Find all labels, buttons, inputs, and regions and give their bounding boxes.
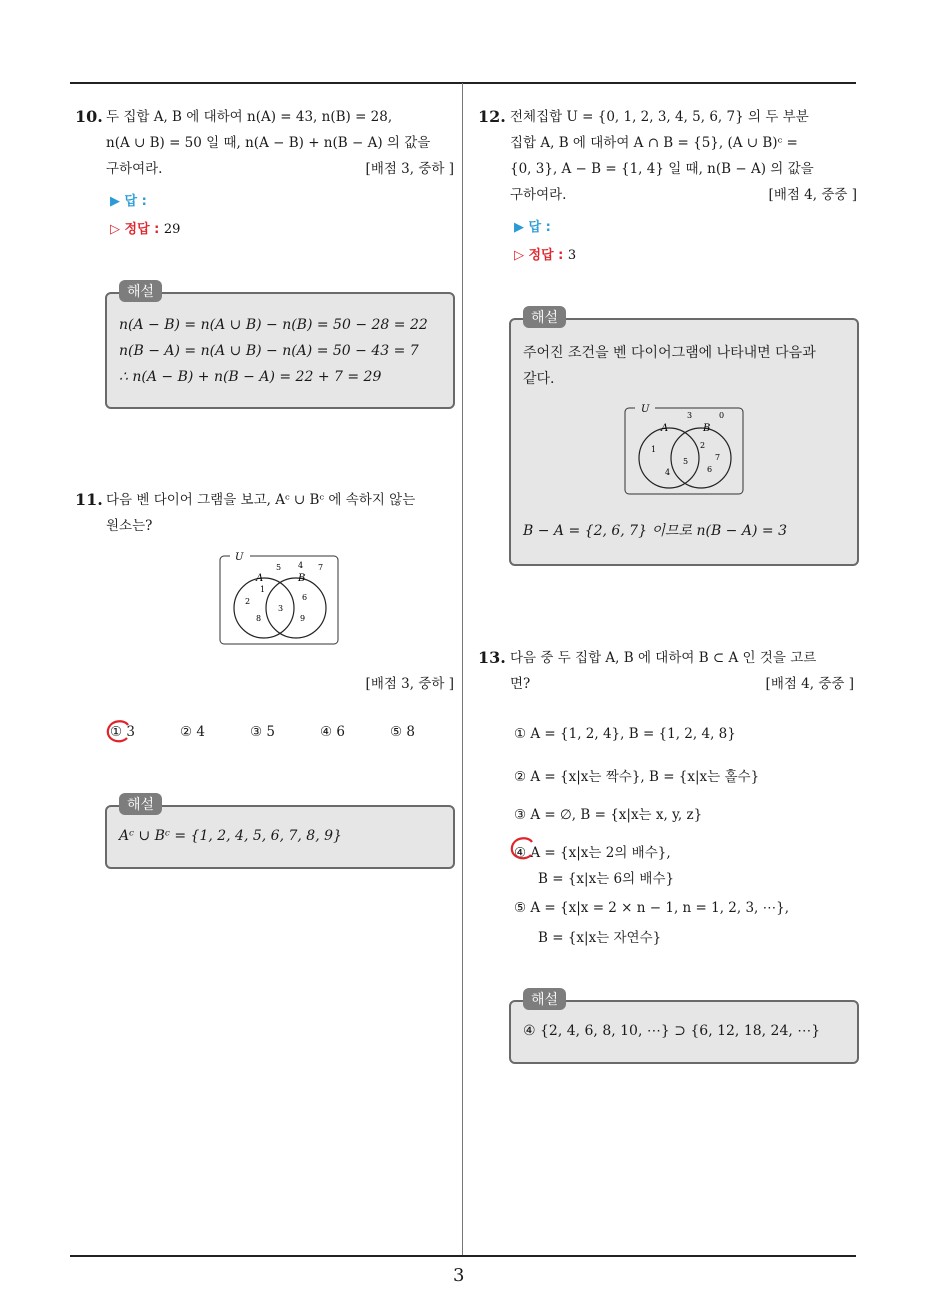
- answer-label: ▶ 답 :: [110, 194, 147, 209]
- explanation-tag: 해설: [119, 793, 162, 815]
- selected-choice-mark: [508, 835, 538, 863]
- explanation-line: n(A − B) = n(A ∪ B) − n(B) = 50 − 28 = 22: [119, 317, 428, 333]
- choice-1[interactable]: ① 3: [110, 724, 135, 740]
- correct-answer: [514, 244, 576, 263]
- top-rule: [70, 82, 856, 84]
- question-text: 다음 중 두 집합 A, B 에 대하여 B ⊂ A 인 것을 고르: [510, 650, 817, 666]
- column-divider: [462, 83, 463, 1255]
- correct-label: ▷ 정답 :: [110, 222, 160, 237]
- question-text: 원소는?: [106, 518, 153, 534]
- element: 2: [700, 441, 706, 450]
- correct-answer: [110, 218, 180, 237]
- set-b-label: B: [298, 573, 306, 584]
- element: 0: [719, 411, 725, 420]
- answer-label: ▶ 답 :: [514, 220, 551, 235]
- element: 6: [302, 593, 308, 602]
- explanation-tag: 해설: [523, 306, 566, 328]
- set-b-label: B: [703, 423, 711, 434]
- bottom-rule: [70, 1255, 856, 1257]
- element: 2: [245, 597, 251, 606]
- venn-diagram: [623, 402, 747, 498]
- choice-4[interactable]: ④ A = {x|x는 2의 배수},: [514, 845, 671, 861]
- explanation-line: ④ {2, 4, 6, 8, 10, ⋯} ⊃ {6, 12, 18, 24, ⋯}: [523, 1023, 821, 1039]
- set-b-circle: [671, 428, 731, 488]
- set-b-circle: [266, 578, 326, 638]
- element: 4: [665, 468, 671, 477]
- choice-5-continued: B = {x|x는 자연수}: [538, 930, 662, 946]
- question-text: {0, 3}, A − B = {1, 4} 일 때, n(B − A) 의 값을: [510, 161, 814, 177]
- element: 3: [278, 604, 284, 613]
- choice-2[interactable]: ② 4: [180, 724, 205, 740]
- question-text: 다음 벤 다이어 그램을 보고, Aᶜ ∪ Bᶜ 에 속하지 않는: [106, 492, 416, 508]
- choice-5[interactable]: ⑤ A = {x|x = 2 × n − 1, n = 1, 2, 3, ⋯},: [514, 900, 790, 916]
- question-number: 11.: [75, 490, 103, 509]
- set-a-label: A: [256, 573, 264, 584]
- universe-label: U: [641, 404, 650, 415]
- question-text: 두 집합 A, B 에 대하여 n(A) = 43, n(B) = 28,: [106, 109, 393, 125]
- choice-3[interactable]: ③ 5: [250, 724, 275, 740]
- score-label: [배점 4, 중중 ]: [765, 676, 854, 692]
- page-number: 3: [453, 1265, 465, 1286]
- score-label: [배점 4, 중중 ]: [768, 187, 857, 203]
- question-text: 면?: [510, 676, 531, 692]
- explanation-line: 같다.: [523, 371, 555, 387]
- element: 1: [651, 445, 657, 454]
- element: 3: [687, 411, 693, 420]
- explanation-box: [509, 310, 859, 566]
- set-a-label: A: [661, 423, 669, 434]
- element: 7: [318, 563, 324, 572]
- explanation-box: [105, 284, 455, 409]
- score-label: [배점 3, 중하 ]: [365, 161, 454, 177]
- universe-rect: [625, 408, 743, 494]
- choice-4-continued: B = {x|x는 6의 배수}: [538, 871, 675, 887]
- question-text: n(A ∪ B) = 50 일 때, n(A − B) + n(B − A) 의 값을: [106, 135, 431, 151]
- element: 5: [683, 457, 689, 466]
- element: 8: [256, 614, 262, 623]
- universe-label: U: [235, 552, 244, 563]
- explanation-line: ∴ n(A − B) + n(B − A) = 22 + 7 = 29: [119, 369, 382, 385]
- element: 7: [715, 453, 721, 462]
- correct-label: ▷ 정답 :: [514, 248, 564, 263]
- element: 6: [707, 465, 713, 474]
- choice-3[interactable]: ③ A = ∅, B = {x|x는 x, y, z}: [514, 807, 703, 823]
- element: 5: [276, 563, 282, 572]
- venn-diagram: [218, 548, 342, 648]
- question-text: 구하여라.: [106, 161, 163, 177]
- element: 4: [298, 561, 304, 570]
- explanation-tag: 해설: [119, 280, 162, 302]
- explanation-box: [105, 797, 455, 869]
- element: 1: [260, 585, 266, 594]
- element: 9: [300, 614, 306, 623]
- explanation-result: B − A = {2, 6, 7} 이므로 n(B − A) = 3: [523, 523, 787, 539]
- set-a-circle: [639, 428, 699, 488]
- choice-2[interactable]: ② A = {x|x는 짝수}, B = {x|x는 홀수}: [514, 769, 760, 785]
- question-number: 13.: [478, 648, 506, 667]
- explanation-tag: 해설: [523, 988, 566, 1010]
- score-label: [배점 3, 중하 ]: [365, 676, 454, 692]
- correct-value: 3: [567, 248, 577, 263]
- choice-5[interactable]: ⑤ 8: [390, 724, 415, 740]
- explanation-box: [509, 992, 859, 1064]
- question-text: 전체집합 U = {0, 1, 2, 3, 4, 5, 6, 7} 의 두 부분: [510, 109, 809, 125]
- selected-choice-mark: [104, 718, 134, 746]
- question-number: 12.: [478, 107, 506, 126]
- choice-1[interactable]: ① A = {1, 2, 4}, B = {1, 2, 4, 8}: [514, 726, 736, 742]
- choice-4[interactable]: ④ 6: [320, 724, 345, 740]
- explanation-line: 주어진 조건을 벤 다이어그램에 나타내면 다음과: [523, 345, 816, 361]
- explanation-line: Aᶜ ∪ Bᶜ = {1, 2, 4, 5, 6, 7, 8, 9}: [119, 828, 342, 844]
- question-text: 집합 A, B 에 대하여 A ∩ B = {5}, (A ∪ B)ᶜ =: [510, 135, 798, 151]
- question-number: 10.: [75, 107, 103, 126]
- explanation-line: n(B − A) = n(A ∪ B) − n(A) = 50 − 43 = 7: [119, 343, 419, 359]
- question-text: 구하여라.: [510, 187, 567, 203]
- correct-value: 29: [163, 222, 181, 237]
